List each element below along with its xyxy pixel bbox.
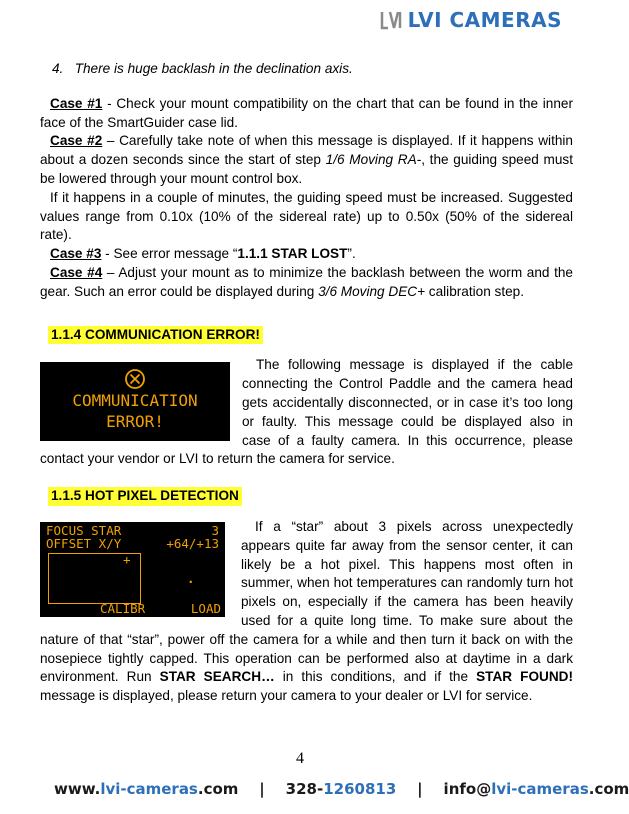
list-item-4 [40,60,573,79]
page-content [40,60,573,706]
case-4-label: Case #4 [50,264,103,280]
hot-pixel-text-2: in this conditions, and if the [274,669,477,685]
lcd-line-2: ERROR! [106,412,164,432]
lcd-offset-value: +64/+13 [166,535,219,551]
lcd-line-1: COMMUNICATION [72,391,198,411]
logo [380,8,562,32]
lcd-load-label: LOAD [190,600,221,616]
lvi-logo-icon [380,9,402,31]
hot-pixel-text-1: If a “star” about 3 pixels across unexpectedly appears quite far away from the sensor center, it can likely be a hot pixel. This happens most often in summer, when hot temperatures can randomly turn hot pixels on, especially if the camera has been heavily used for a quite long time. To make sure about the nature of that “star”, power off the camera for a while and then turn it back on with the nosepiece tightly capped. This operation can be performed also at daytime in a dark environment. Run [40,518,573,685]
case-1-label: Case #1 [50,95,103,111]
star-found-message: STAR FOUND! [476,669,573,685]
lcd-crosshair: + [123,551,131,567]
lcd-calibr-label: CALIBR [100,600,146,616]
lcd-row-focus-star [46,524,219,537]
footer-separator-2: | [396,780,444,798]
footer-separator-1: | [238,780,286,798]
case-2 [40,132,573,188]
star-search-command: STAR SEARCH… [159,669,275,685]
case-2-step: 1/6 Moving RA- [325,152,422,168]
lcd-screen-focus-star [40,522,225,617]
lcd-star-dot: . [187,570,195,586]
lcd-focus-star-label: FOCUS STAR [46,522,122,538]
case-4-text-2: calibration step. [425,283,525,299]
case-4-step: 3/6 Moving DEC+ [318,283,426,299]
lcd-focus-star-value: 3 [211,522,219,538]
section-heading-hot-pixel: 1.1.5 HOT PIXEL DETECTION [48,487,242,506]
case-4-text-1: – Adjust your mount as to minimize the backlash between the worm and the gear. Such an error could be displayed during [40,264,573,299]
footer [54,780,629,798]
case-3-label: Case #3 [50,246,102,262]
footer-email-post: .com [588,780,629,798]
case-3-text-2: ”. [347,246,356,262]
section-heading-communication-error: 1.1.4 COMMUNICATION ERROR! [48,326,263,345]
item-text: There is huge backlash in the declination axis. [74,61,353,76]
circle-x-icon [40,368,230,390]
case-2-continuation: If it happens in a couple of minutes, the guiding speed must be increased. Suggested values range from 0.10x (10% of the sidereal rate) up to 0.50x (50% of the sidereal rate). [40,189,573,243]
case-1-text: - Check your mount compatibility on the chart that can be found in the inner face of the SmartGuider case lid. [40,95,573,130]
lcd-row-offset [46,537,219,550]
section-communication-error [40,356,573,469]
case-3 [40,245,573,264]
footer-web-pre: www. [54,780,101,798]
lcd-buttons [100,602,221,615]
footer-email-domain: lvi-cameras [491,780,589,798]
footer-phone-prefix: 328- [285,780,324,798]
communication-error-text: The following message is displayed if the cable connecting the Control Paddle and the camera head gets accidentally disconnected, or in case it’s too long or faulty. This message could be displayed also in case of a faulty camera. In this occurrence, please contact your vendor or LVI to return the camera for service. [40,357,573,467]
lcd-screen-communication-error [40,362,230,441]
case-2-text-1: – Carefully take note of when this message is displayed. If it happens within about a dozen seconds since the start of step [40,133,573,168]
logo-text: LVI CAMERAS [407,8,562,32]
section-hot-pixel [40,518,573,706]
item-number: 4. [52,61,64,76]
page-number: 4 [296,750,304,767]
case-1 [40,95,573,133]
footer-web-post: .com [197,780,239,798]
lcd-offset-label: OFFSET X/Y [46,535,122,551]
footer-phone-number: 1260813 [323,780,397,798]
hot-pixel-text-3: message is displayed, please return your camera to your dealer or LVI for service. [40,688,533,704]
case-2-text-2: , the guiding speed must be lowered through your mount control box. [40,152,573,186]
footer-web-domain: lvi-cameras [100,780,198,798]
case-2-label: Case #2 [50,133,103,149]
case-4 [40,264,573,302]
footer-email-pre: info@ [443,780,492,798]
case-3-text-1: - See error message “ [101,246,238,262]
case-3-message: 1.1.1 STAR LOST [237,246,348,262]
